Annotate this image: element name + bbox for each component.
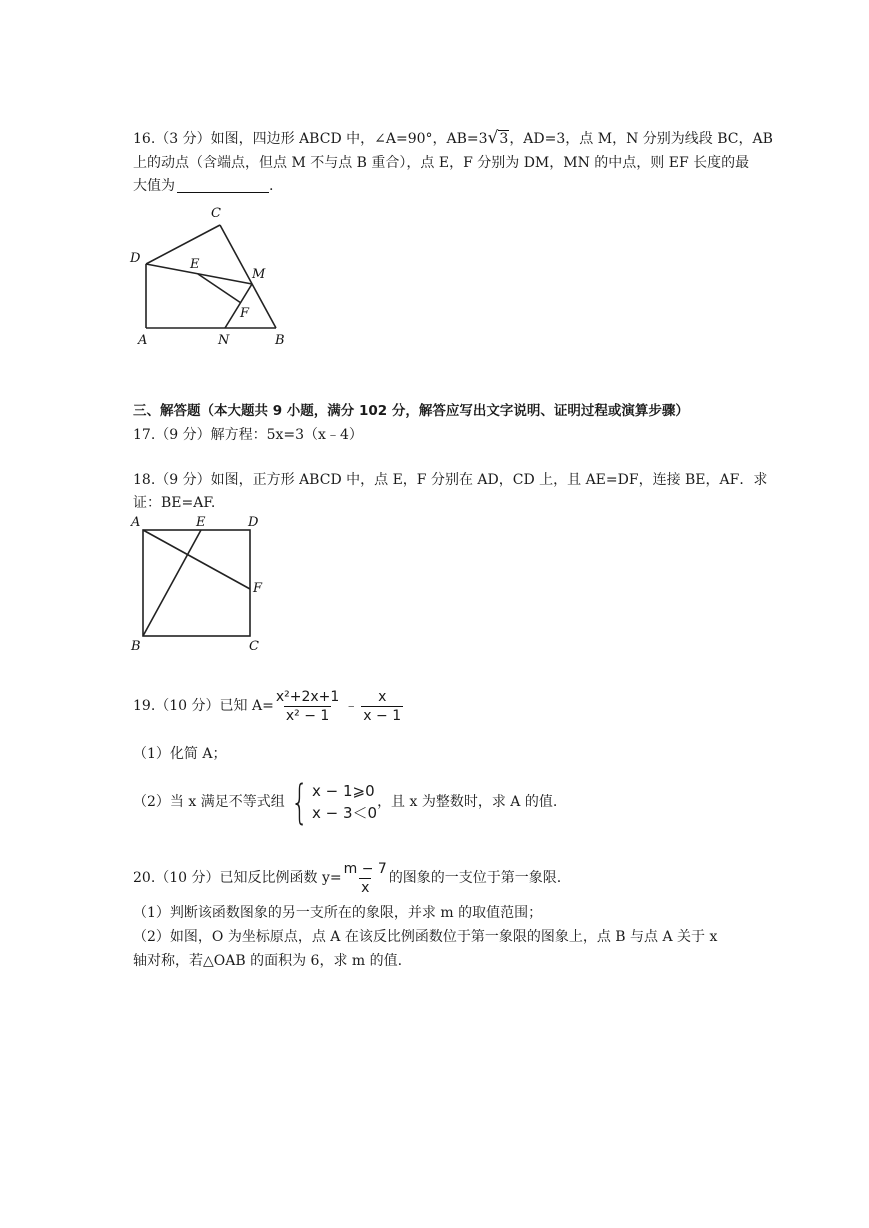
label-C: C (211, 206, 221, 221)
brace-icon: { (290, 775, 309, 829)
label-F: F (253, 581, 263, 596)
label-B: B (275, 333, 285, 348)
q19-line-1: 19.（10 分）已知 A= $\frac{\text{x²+2x+1}}{\text{x² − 1}}$ ﹣ $\frac{x}{x - 1}$ (133, 688, 402, 724)
q20-part-1: （1）判断该函数图象的另一支所在的象限，并求 m 的取值范围； (133, 905, 543, 921)
label-N: N (218, 333, 230, 348)
section-heading: 三、解答题（本大题共 9 小题，满分 102 分，解答应写出文字说明、证明过程或演算步骤） (133, 403, 689, 419)
q16-figure (128, 200, 298, 350)
label-D: D (248, 515, 259, 530)
label-D: D (130, 251, 141, 266)
label-B: B (131, 639, 141, 654)
label-E: E (196, 515, 206, 530)
q17-text: 17.（9 分）解方程：5x=3（x﹣4） (133, 427, 363, 443)
label-A: A (131, 515, 141, 530)
label-M: M (252, 267, 266, 282)
square-ABCD (143, 530, 250, 636)
q16-line-2: 上的动点（含端点，但点 M 不与点 B 重合），点 E，F 分别为 DM，MN 的中点，则 EF 长度的最 (133, 155, 750, 171)
sqrt-expression: √3 (487, 128, 509, 148)
q20-line-1: 20.（10 分）已知反比例函数 y= $\frac{m - 7}{x}$ 的图象的一支位于第一象限. (133, 860, 562, 896)
label-C: C (249, 639, 259, 654)
q18-line-1: 18.（9 分）如图，正方形 ABCD 中，点 E，F 分别在 AD，CD 上，且 AE=DF，连接 BE，AF．求 (133, 472, 768, 488)
fraction-2: $\frac{x}{x - 1}$ (363, 688, 402, 724)
q20-part-2-line-2: 轴对称，若△OAB 的面积为 6，求 m 的值. (133, 953, 403, 969)
q20-part-2-line-1: （2）如图，O 为坐标原点，点 A 在该反比例函数位于第一象限的图象上，点 B 与点 A 关于 x (133, 929, 718, 945)
q16-line-3: 大值为 . (133, 178, 274, 194)
q19-part-2: （2）当 x 满足不等式组 { x − 1⩾0 x − 3＜0 ，且 x 为整数时，求 A 的值. (133, 775, 558, 829)
q18-line-2: 证：BE=AF. (133, 495, 216, 511)
q18-figure (128, 512, 278, 657)
label-F: F (240, 306, 250, 321)
inequality-system: { x − 1⩾0 x − 3＜0 (290, 775, 378, 829)
fraction-3: $\frac{m - 7}{x}$ (343, 860, 387, 896)
q19-part-1: （1）化简 A； (133, 746, 227, 762)
answer-blank (177, 178, 269, 193)
label-E: E (190, 257, 200, 272)
label-A: A (138, 333, 148, 348)
segment-DC (146, 225, 220, 264)
q16-line-1: 16.（3 分）如图，四边形 ABCD 中，∠A=90°，AB=3√3，AD=3，点 M，N 分别为线段 BC，AB (133, 128, 773, 148)
fraction-1: $\frac{\text{x²+2x+1}}{\text{x² − 1}}$ (275, 688, 340, 724)
